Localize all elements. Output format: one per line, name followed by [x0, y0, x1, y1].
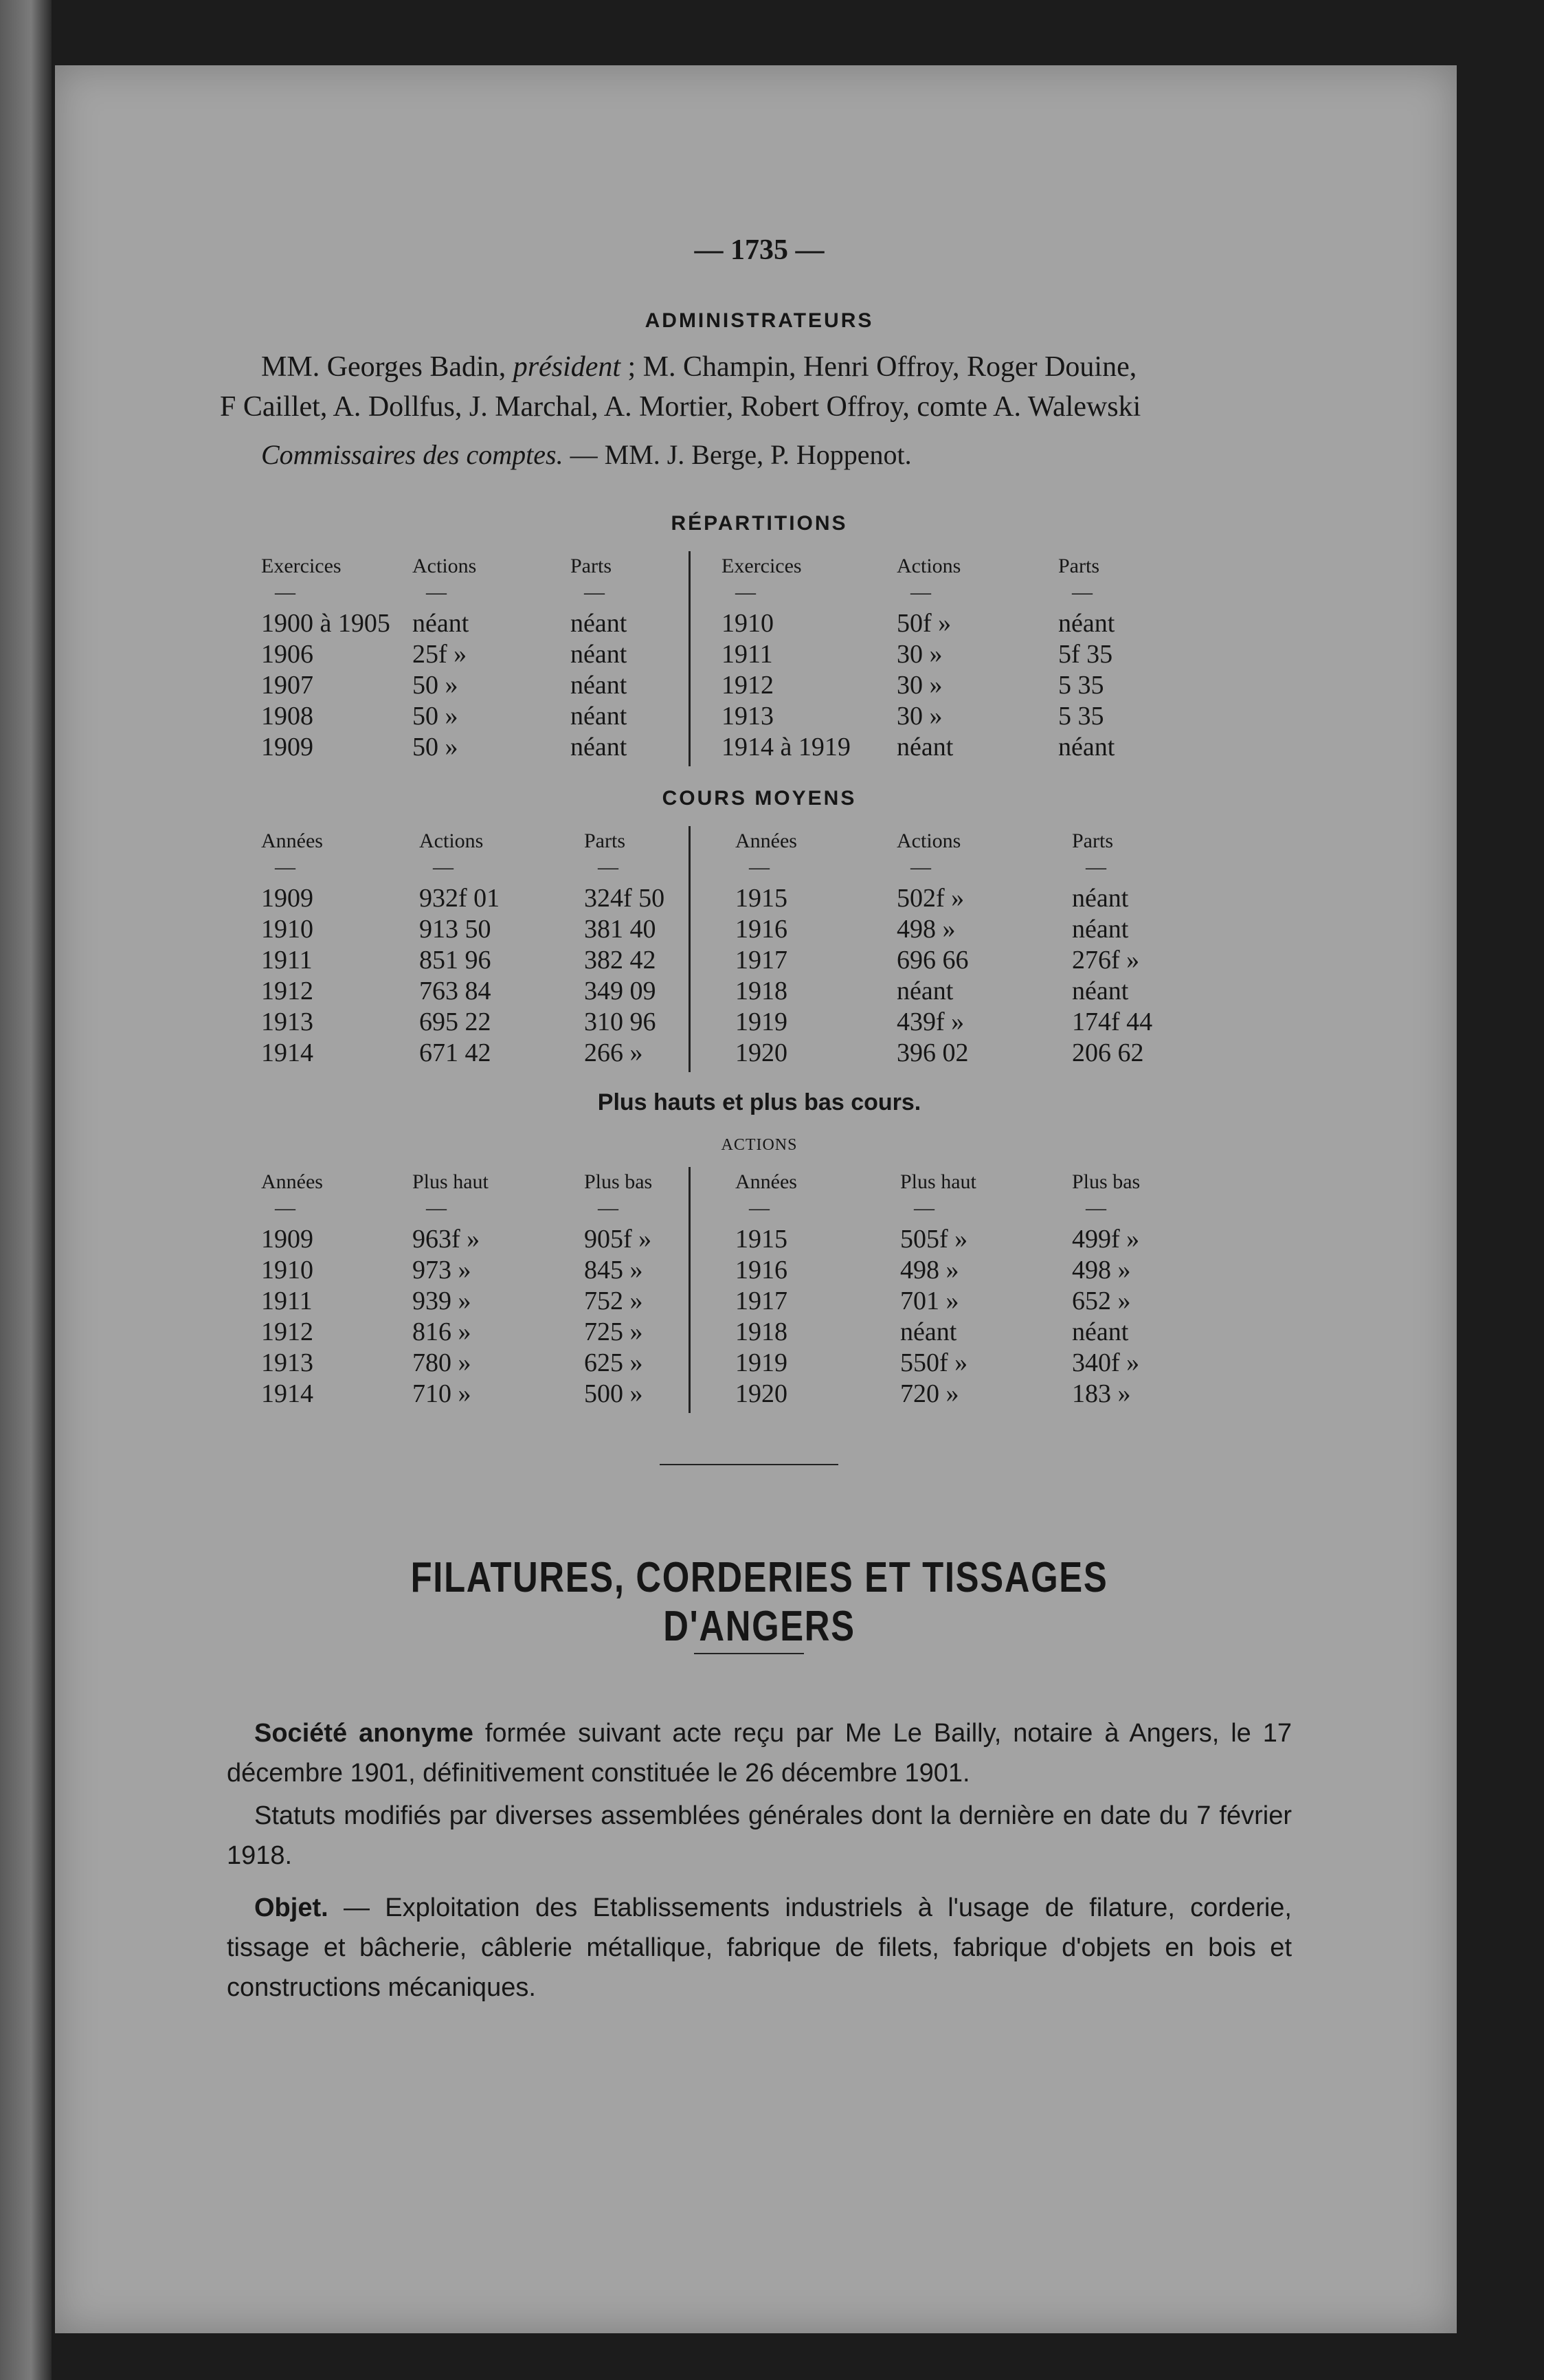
table-cell: 652 » — [1072, 1287, 1131, 1315]
commissaires-line — [261, 435, 1292, 475]
previous-page-edge — [0, 0, 52, 2380]
table-cell: 845 » — [584, 1256, 643, 1284]
table-cell: néant — [1058, 733, 1115, 761]
admin-text-2: ; M. Champin, Henri Offroy, Roger Douine, — [620, 351, 1137, 383]
actions-subheading: ACTIONS — [721, 1136, 798, 1154]
table-cell: 500 » — [584, 1379, 643, 1408]
table-cell: 324f 50 — [584, 884, 665, 913]
table-cell: 932f 01 — [419, 884, 500, 913]
table-row — [227, 1317, 1292, 1347]
column-header: Plus haut — [900, 1170, 976, 1193]
table-cell: 1914 à 1919 — [721, 733, 851, 761]
column-header: Années — [261, 1170, 323, 1193]
table-cell: 763 84 — [419, 977, 491, 1005]
table-cell: 1912 — [261, 977, 313, 1005]
table-cell: 502f » — [897, 884, 965, 913]
table-cell: 5 35 — [1058, 702, 1104, 731]
table-cell: 30 » — [897, 702, 943, 731]
table-cell: 340f » — [1072, 1348, 1140, 1377]
table-cell: 720 » — [900, 1379, 959, 1408]
column-header: Actions — [897, 555, 961, 577]
header-dash: — — [910, 581, 931, 603]
table-cell: 905f » — [584, 1225, 652, 1254]
header-dash: — — [1086, 1197, 1106, 1219]
table-cell: néant — [1072, 1317, 1129, 1346]
column-header: Années — [261, 830, 323, 852]
table-cell: 1911 — [261, 1287, 313, 1315]
table-row — [227, 914, 1292, 944]
administrateurs-line-1 — [261, 347, 1299, 387]
societe-text: formée suivant acte reçu par Me Le Bailly, notaire à Angers, le 17 décembre 1901, définitivement constituée le 26 décembre 1901. — [227, 1719, 1292, 1788]
admin-text: MM. Georges Badin, — [261, 351, 513, 383]
table-cell: 939 » — [412, 1287, 471, 1315]
table-cell: 1916 — [735, 915, 787, 944]
table-cell: 50 » — [412, 702, 458, 731]
column-header: Actions — [412, 555, 477, 577]
table-row — [227, 732, 1292, 762]
column-header: Parts — [570, 555, 612, 577]
table-row — [227, 1379, 1292, 1409]
column-header: Plus haut — [412, 1170, 489, 1193]
table-row — [227, 701, 1292, 731]
table-cell: 701 » — [900, 1287, 959, 1315]
table-cell: 266 » — [584, 1038, 643, 1067]
table-cell: 1917 — [735, 946, 787, 975]
header-dash: — — [433, 856, 454, 878]
table-row — [227, 1007, 1292, 1037]
column-divider — [689, 826, 691, 1072]
table-cell: 1915 — [735, 884, 787, 913]
table-cell: 50f » — [897, 609, 952, 638]
column-header: Parts — [584, 830, 625, 852]
header-dash: — — [1072, 581, 1093, 603]
objet-label: Objet. — [254, 1893, 328, 1922]
table-cell: 1917 — [735, 1287, 787, 1315]
table-cell: 1910 — [721, 609, 774, 638]
administrateurs-line-2: F Caillet, A. Dollfus, J. Marchal, A. Mortier, Robert Offroy, comte A. Walewski — [220, 391, 1141, 423]
table-cell: 963f » — [412, 1225, 480, 1254]
cours-moyens-heading: COURS MOYENS — [662, 787, 857, 810]
table-header-row — [227, 555, 1292, 603]
table-cell: néant — [1058, 609, 1115, 638]
table-cell: 725 » — [584, 1317, 643, 1346]
table-cell: 396 02 — [897, 1038, 969, 1067]
table-cell: néant — [570, 609, 627, 638]
table-cell: 696 66 — [897, 946, 969, 975]
table-cell: 851 96 — [419, 946, 491, 975]
table-cell: 1918 — [735, 1317, 787, 1346]
column-header: Parts — [1058, 555, 1099, 577]
table-cell: 1919 — [735, 1008, 787, 1036]
table-cell: 1909 — [261, 733, 313, 761]
header-dash: — — [598, 856, 618, 878]
table-cell: 695 22 — [419, 1008, 491, 1036]
table-cell: 30 » — [897, 640, 943, 669]
header-dash: — — [1086, 856, 1106, 878]
column-header: Actions — [419, 830, 484, 852]
table-cell: 625 » — [584, 1348, 643, 1377]
table-cell: néant — [412, 609, 469, 638]
administrateurs-heading: ADMINISTRATEURS — [645, 309, 874, 332]
table-cell: 1913 — [721, 702, 774, 731]
table-cell: 1914 — [261, 1038, 313, 1067]
table-cell: néant — [570, 640, 627, 669]
repartitions-heading: RÉPARTITIONS — [671, 512, 848, 535]
commissaires-names: — MM. J. Berge, P. Hoppenot. — [563, 439, 912, 470]
table-cell: 1912 — [721, 671, 774, 700]
table-row — [227, 1224, 1292, 1254]
objet-text: — Exploitation des Etablissements industriels à l'usage de filature, corderie, tissage et bâcherie, câblerie métallique, fabrique de filets, fabrique d'objets en bois et constructions mécaniques. — [227, 1893, 1292, 2002]
table-cell: 1910 — [261, 1256, 313, 1284]
table-cell: 276f » — [1072, 946, 1140, 975]
table-cell: 499f » — [1072, 1225, 1140, 1254]
header-dash: — — [584, 581, 605, 603]
table-cell: 973 » — [412, 1256, 471, 1284]
table-cell: 1910 — [261, 915, 313, 944]
table-cell: 1909 — [261, 884, 313, 913]
header-dash: — — [749, 1197, 770, 1219]
table-cell: 505f » — [900, 1225, 968, 1254]
table-cell: 50 » — [412, 733, 458, 761]
plus-hauts-heading: Plus hauts et plus bas cours. — [597, 1089, 921, 1115]
table-cell: 439f » — [897, 1008, 965, 1036]
column-divider — [689, 1167, 691, 1413]
table-cell: 1920 — [735, 1379, 787, 1408]
header-dash: — — [426, 1197, 447, 1219]
page-number: — 1735 — — [694, 234, 825, 266]
table-header-row — [227, 1170, 1292, 1219]
table-cell: néant — [1072, 884, 1129, 913]
column-header: Années — [735, 830, 797, 852]
header-dash: — — [598, 1197, 618, 1219]
table-cell: néant — [1072, 915, 1129, 944]
table-cell: néant — [570, 702, 627, 731]
column-header: Exercices — [721, 555, 802, 577]
table-cell: 1919 — [735, 1348, 787, 1377]
table-cell: 1911 — [721, 640, 773, 669]
admin-president: président — [513, 351, 621, 383]
table-cell: 1911 — [261, 946, 313, 975]
title-rule — [694, 1653, 804, 1654]
table-row — [227, 1286, 1292, 1316]
table-cell: néant — [570, 671, 627, 700]
table-cell: 550f » — [900, 1348, 968, 1377]
table-cell: néant — [897, 977, 954, 1005]
document-page — [55, 65, 1457, 2333]
header-dash: — — [426, 581, 447, 603]
separator-rule — [660, 1464, 838, 1465]
column-header: Actions — [897, 830, 961, 852]
table-cell: 780 » — [412, 1348, 471, 1377]
table-cell: 671 42 — [419, 1038, 491, 1067]
header-dash: — — [914, 1197, 935, 1219]
column-header: Années — [735, 1170, 797, 1193]
table-cell: 1907 — [261, 671, 313, 700]
table-row — [227, 976, 1292, 1006]
table-row — [227, 1348, 1292, 1378]
table-row — [227, 945, 1292, 975]
table-cell: 498 » — [897, 915, 956, 944]
table-cell: 349 09 — [584, 977, 656, 1005]
column-divider — [689, 551, 691, 766]
commissaires-label: Commissaires des comptes. — [261, 439, 563, 470]
table-cell: 382 42 — [584, 946, 656, 975]
table-cell: 1912 — [261, 1317, 313, 1346]
company-title: FILATURES, CORDERIES ET TISSAGES D'ANGERS — [410, 1554, 1108, 1650]
table-cell: 5f 35 — [1058, 640, 1113, 669]
paragraph-societe — [227, 1713, 1292, 1793]
column-header: Plus bas — [584, 1170, 653, 1193]
table-row — [227, 608, 1292, 638]
column-header: Parts — [1072, 830, 1113, 852]
table-cell: 710 » — [412, 1379, 471, 1408]
table-cell: 30 » — [897, 671, 943, 700]
table-row — [227, 1038, 1292, 1068]
table-cell: 1913 — [261, 1008, 313, 1036]
header-dash: — — [275, 581, 295, 603]
table-cell: néant — [897, 733, 954, 761]
paragraph-objet — [227, 1888, 1292, 2008]
table-cell: 1918 — [735, 977, 787, 1005]
table-row — [227, 639, 1292, 669]
table-cell: 1914 — [261, 1379, 313, 1408]
header-dash: — — [749, 856, 770, 878]
header-dash: — — [735, 581, 756, 603]
table-cell: 1900 à 1905 — [261, 609, 390, 638]
table-cell: 206 62 — [1072, 1038, 1144, 1067]
table-cell: 1909 — [261, 1225, 313, 1254]
table-header-row — [227, 830, 1292, 878]
header-dash: — — [910, 856, 931, 878]
column-header: Plus bas — [1072, 1170, 1141, 1193]
table-row — [227, 670, 1292, 700]
header-dash: — — [275, 1197, 295, 1219]
table-cell: 816 » — [412, 1317, 471, 1346]
table-cell: 498 » — [1072, 1256, 1131, 1284]
table-cell: 498 » — [900, 1256, 959, 1284]
table-cell: 381 40 — [584, 915, 656, 944]
table-cell: 1920 — [735, 1038, 787, 1067]
paragraph-statuts: Statuts modifiés par diverses assemblées générales dont la dernière en date du 7 février 1918. — [227, 1801, 1292, 1870]
table-cell: 752 » — [584, 1287, 643, 1315]
table-cell: 5 35 — [1058, 671, 1104, 700]
table-cell: 25f » — [412, 640, 467, 669]
table-cell: 1915 — [735, 1225, 787, 1254]
societe-label: Société anonyme — [254, 1719, 473, 1748]
table-cell: 1908 — [261, 702, 313, 731]
column-header: Exercices — [261, 555, 342, 577]
table-cell: 1913 — [261, 1348, 313, 1377]
table-cell: 310 96 — [584, 1008, 656, 1036]
table-cell: néant — [900, 1317, 957, 1346]
table-cell: néant — [1072, 977, 1129, 1005]
table-cell: néant — [570, 733, 627, 761]
table-row — [227, 883, 1292, 913]
table-cell: 913 50 — [419, 915, 491, 944]
table-cell: 50 » — [412, 671, 458, 700]
table-cell: 1906 — [261, 640, 313, 669]
header-dash: — — [275, 856, 295, 878]
table-cell: 183 » — [1072, 1379, 1131, 1408]
table-cell: 1916 — [735, 1256, 787, 1284]
table-cell: 174f 44 — [1072, 1008, 1153, 1036]
table-row — [227, 1255, 1292, 1285]
